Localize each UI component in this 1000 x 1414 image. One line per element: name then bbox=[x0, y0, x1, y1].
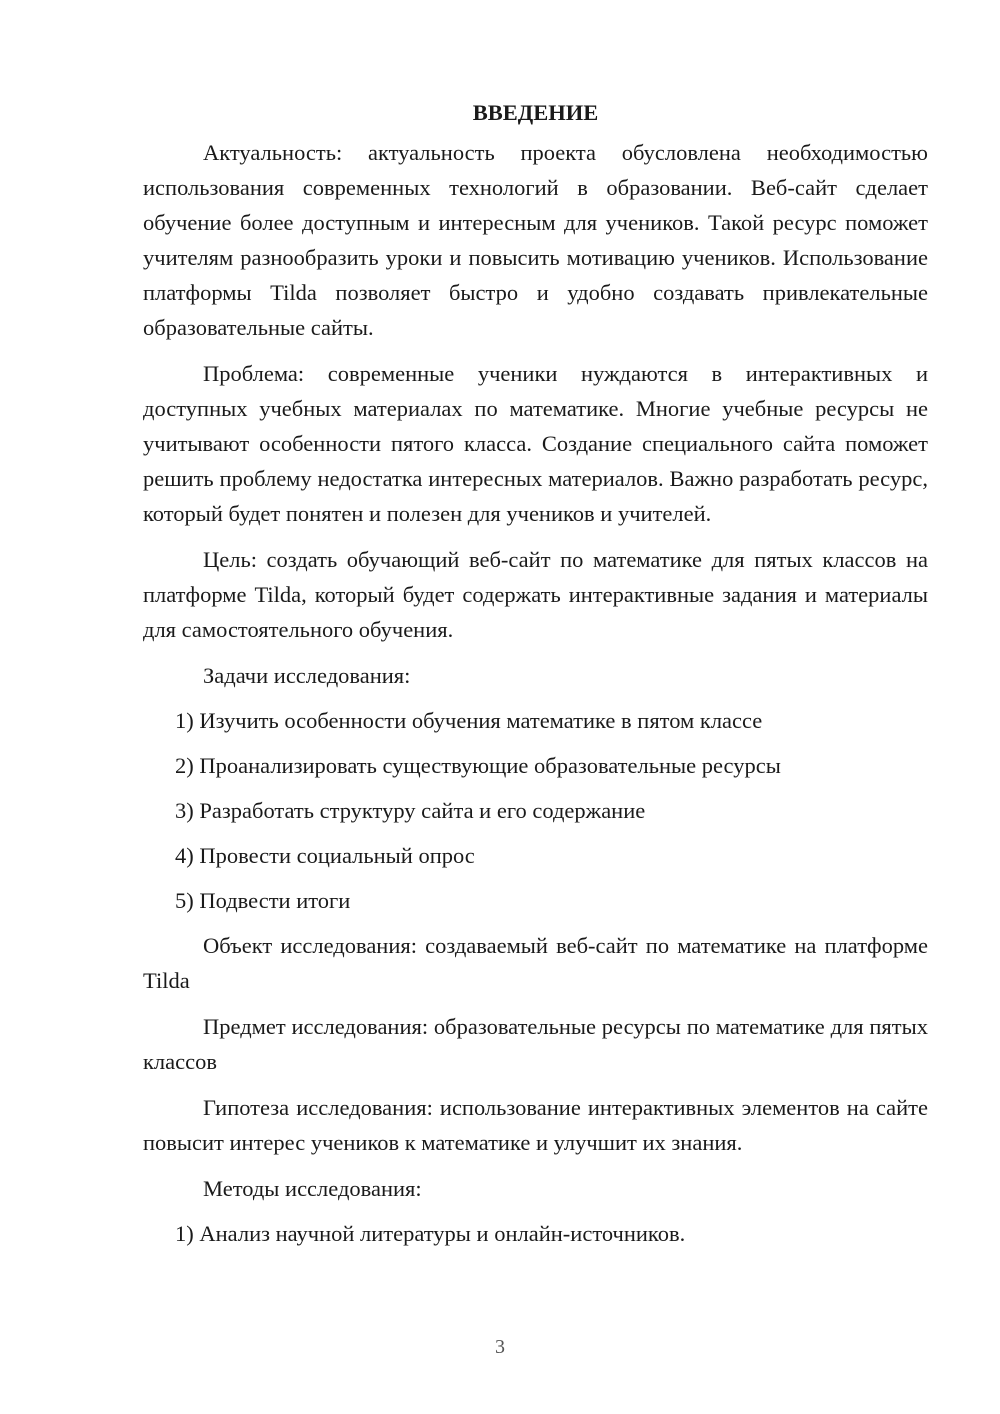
list-item: 2) Проанализировать существующие образовательные ресурсы bbox=[175, 753, 781, 778]
methods-label: Методы исследования: bbox=[203, 1176, 422, 1201]
list-item: 3) Разработать структуру сайта и его содержание bbox=[175, 798, 646, 823]
paragraph-relevance: Актуальность: актуальность проекта обусловлена необходимостью использования современных технологий в образовании. Веб-сайт сделает обучение более доступным и интересным для учеников. Такой ресурс поможет учителям разнообразить уроки и повысить мотивацию учеников. Использование платформы Tilda позволяет быстро и удобно создавать привлекательные образовательные сайты. bbox=[143, 140, 928, 340]
page-content bbox=[143, 95, 928, 1261]
methods-list bbox=[143, 1216, 928, 1251]
paragraph-hypothesis: Гипотеза исследования: использование интерактивных элементов на сайте повысит интерес учеников к математике и улучшит их знания. bbox=[143, 1095, 928, 1155]
section-heading: ВВЕДЕНИЕ bbox=[472, 100, 599, 125]
paragraph-goal: Цель: создать обучающий веб-сайт по математике для пятых классов на платформе Tilda, который будет содержать интерактивные задания и материалы для самостоятельного обучения. bbox=[143, 547, 928, 642]
paragraph-object: Объект исследования: создаваемый веб-сайт по математике на платформе Tilda bbox=[143, 933, 928, 993]
page-number: 3 bbox=[495, 1336, 505, 1358]
paragraph-subject: Предмет исследования: образовательные ресурсы по математике для пятых классов bbox=[143, 1014, 928, 1074]
tasks-label: Задачи исследования: bbox=[203, 663, 411, 688]
tasks-list bbox=[143, 703, 928, 918]
list-item: 4) Провести социальный опрос bbox=[175, 843, 475, 868]
paragraph-problem: Проблема: современные ученики нуждаются в интерактивных и доступных учебных материалах по математике. Многие учебные ресурсы не учитывают особенности пятого класса. Создание специального сайта поможет решить проблему недостатка интересных материалов. Важно разработать ресурс, который будет понятен и полезен для учеников и учителей. bbox=[143, 361, 928, 526]
list-item: 5) Подвести итоги bbox=[175, 888, 351, 913]
list-item: 1) Анализ научной литературы и онлайн-источников. bbox=[175, 1221, 686, 1246]
list-item: 1) Изучить особенности обучения математике в пятом классе bbox=[175, 708, 763, 733]
